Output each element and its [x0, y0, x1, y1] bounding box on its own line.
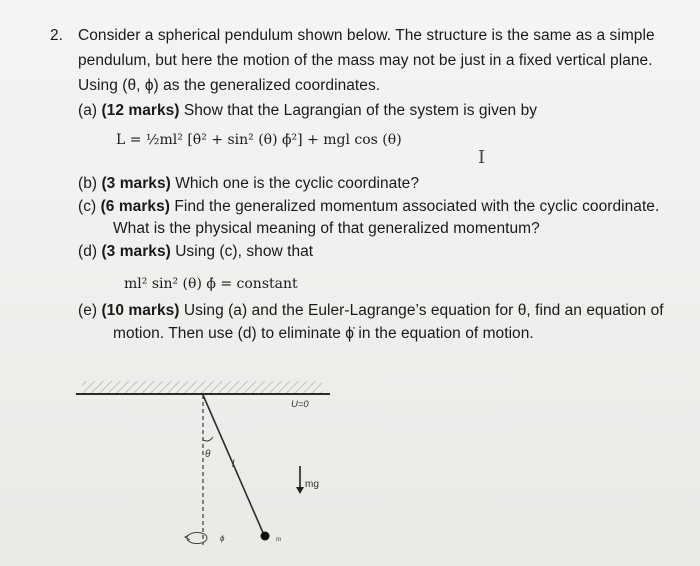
part-b-label: (b): [78, 175, 98, 192]
intro-line-2: pendulum, but here the motion of the mass may not be just in a fixed vertical plane.: [78, 52, 653, 69]
part-c-marks: (6 marks): [100, 198, 170, 215]
part-a-marks: (12 marks): [101, 102, 180, 119]
theta-label: θ: [205, 449, 211, 460]
part-d-text: Using (c), show that: [175, 243, 314, 260]
mass-label: m: [276, 537, 281, 543]
potential-zero-label: U=0: [291, 399, 309, 410]
part-e-label: (e): [78, 302, 98, 319]
intro-line-3: Using (θ, ϕ) as the generalized coordinates.: [78, 77, 381, 94]
conservation-equation: ml² sin² (θ) ϕ̇ = constant: [124, 276, 298, 292]
lagrangian-equation: L = ½ml² [θ̇² + sin² (θ) ϕ̇²] + mgl cos (θ): [116, 132, 402, 148]
part-d-label: (d): [78, 243, 98, 260]
part-c-label: (c): [78, 198, 97, 215]
gravity-arrowhead: [296, 487, 304, 494]
intro-line-1: Consider a spherical pendulum shown below. The structure is the same as a simple: [78, 27, 655, 44]
ceiling-hatch: [82, 381, 322, 393]
part-b-marks: (3 marks): [101, 175, 171, 192]
part-a-text: Show that the Lagrangian of the system is given by: [183, 102, 538, 119]
phi-rotation-ellipse: [187, 533, 207, 544]
part-e-text-line-2: motion. Then use (d) to eliminate ϕ̇ in the equation of motion.: [113, 325, 534, 342]
part-b-text: Which one is the cyclic coordinate?: [175, 175, 420, 192]
part-a-label: (a): [78, 102, 98, 119]
phi-label: ϕ: [220, 534, 225, 543]
part-d-marks: (3 marks): [101, 243, 171, 260]
text-cursor-icon: I: [478, 147, 486, 168]
gravity-label: mg: [305, 479, 319, 490]
part-c-text-line-2: What is the physical meaning of that generalized momentum?: [113, 220, 540, 237]
part-e-text: Using (a) and the Euler-Lagrange’s equation for θ, find an equation of: [183, 302, 664, 319]
pendulum-bob: [261, 532, 270, 541]
theta-arc: [203, 437, 213, 441]
part-e-marks: (10 marks): [101, 302, 180, 319]
part-c-text: Find the generalized momentum associated with the cyclic coordinate.: [174, 198, 660, 215]
length-label: l: [232, 459, 235, 470]
problem-number: 2.: [50, 27, 64, 44]
